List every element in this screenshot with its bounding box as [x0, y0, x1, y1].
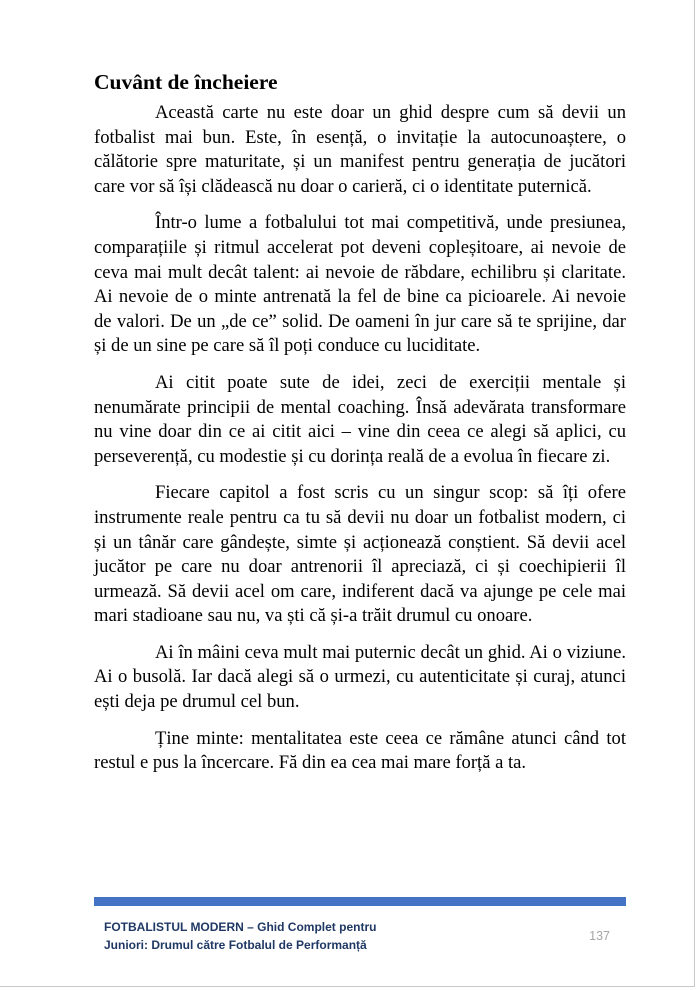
paragraph-1: Această carte nu este doar un ghid despre cum să devii un fotbalist mai bun. Este, în esență, o invitație la autocunoaștere, o călătorie spre maturitate, și un manifest pentru generația de jucători care vor să își clădească nu doar o carieră, ci o identitate puternică. [94, 102, 626, 197]
page-content [94, 66, 626, 788]
footer-title-line-2: Juniori: Drumul către Fotbalul de Performanță [104, 938, 367, 952]
footer-book-title [104, 918, 424, 954]
footer-divider [94, 897, 626, 906]
paragraph-5: Ai în mâini ceva mult mai puternic decât un ghid. Ai o viziune. Ai o busolă. Iar dacă alegi să o urmezi, cu autenticitate și curaj, atunci ești deja pe drumul cel bun. [94, 641, 626, 713]
page-number: 137 [589, 929, 610, 943]
footer-title-line-1: FOTBALISTUL MODERN – Ghid Complet pentru [104, 920, 377, 934]
paragraph-4: Fiecare capitol a fost scris cu un singur scop: să îți ofere instrumente reale pentru ca tu să devii nu doar un fotbalist modern, ci și un tânăr care gândește, simte și acționează conștient. Să devii acel jucător pe care nu doar antrenorii îl apreciază, ci și coechipierii îl urmează. Să devii acel om care, indiferent dacă va ajunge pe cele mai mari stadioane sau nu, va ști că și-a trăit drumul cu onoare. [94, 482, 626, 627]
chapter-heading: Cuvânt de încheiere [94, 70, 278, 94]
paragraph-6: Ține minte: mentalitatea este ceea ce rămâne atunci când tot restul e pus la încercare. Fă din ea cea mai mare forță a ta. [94, 727, 626, 774]
paragraph-3: Ai citit poate sute de idei, zeci de exerciții mentale și nenumărate principii de mental coaching. Însă adevărata transformare nu vine doar din ce ai citit aici – vine din ceea ce alegi să aplici, cu perseverență, cu modestie și cu dorința reală de a evolua în fiecare zi. [94, 371, 626, 467]
paragraph-2: Într-o lume a fotbalului tot mai competitivă, unde presiunea, comparațiile și ritmul accelerat pot deveni copleșitoare, ai nevoie de ceva mai mult decât talent: ai nevoie de răbdare, echilibru și claritate. Ai nevoie de o minte antrenată la fel de bine ca picioarele. Ai nevoie de valori. De un „de ce” solid. De oameni în jur care să te sprijine, dar și de un sine pe care să îl poți conduce cu luciditate. [94, 212, 626, 357]
